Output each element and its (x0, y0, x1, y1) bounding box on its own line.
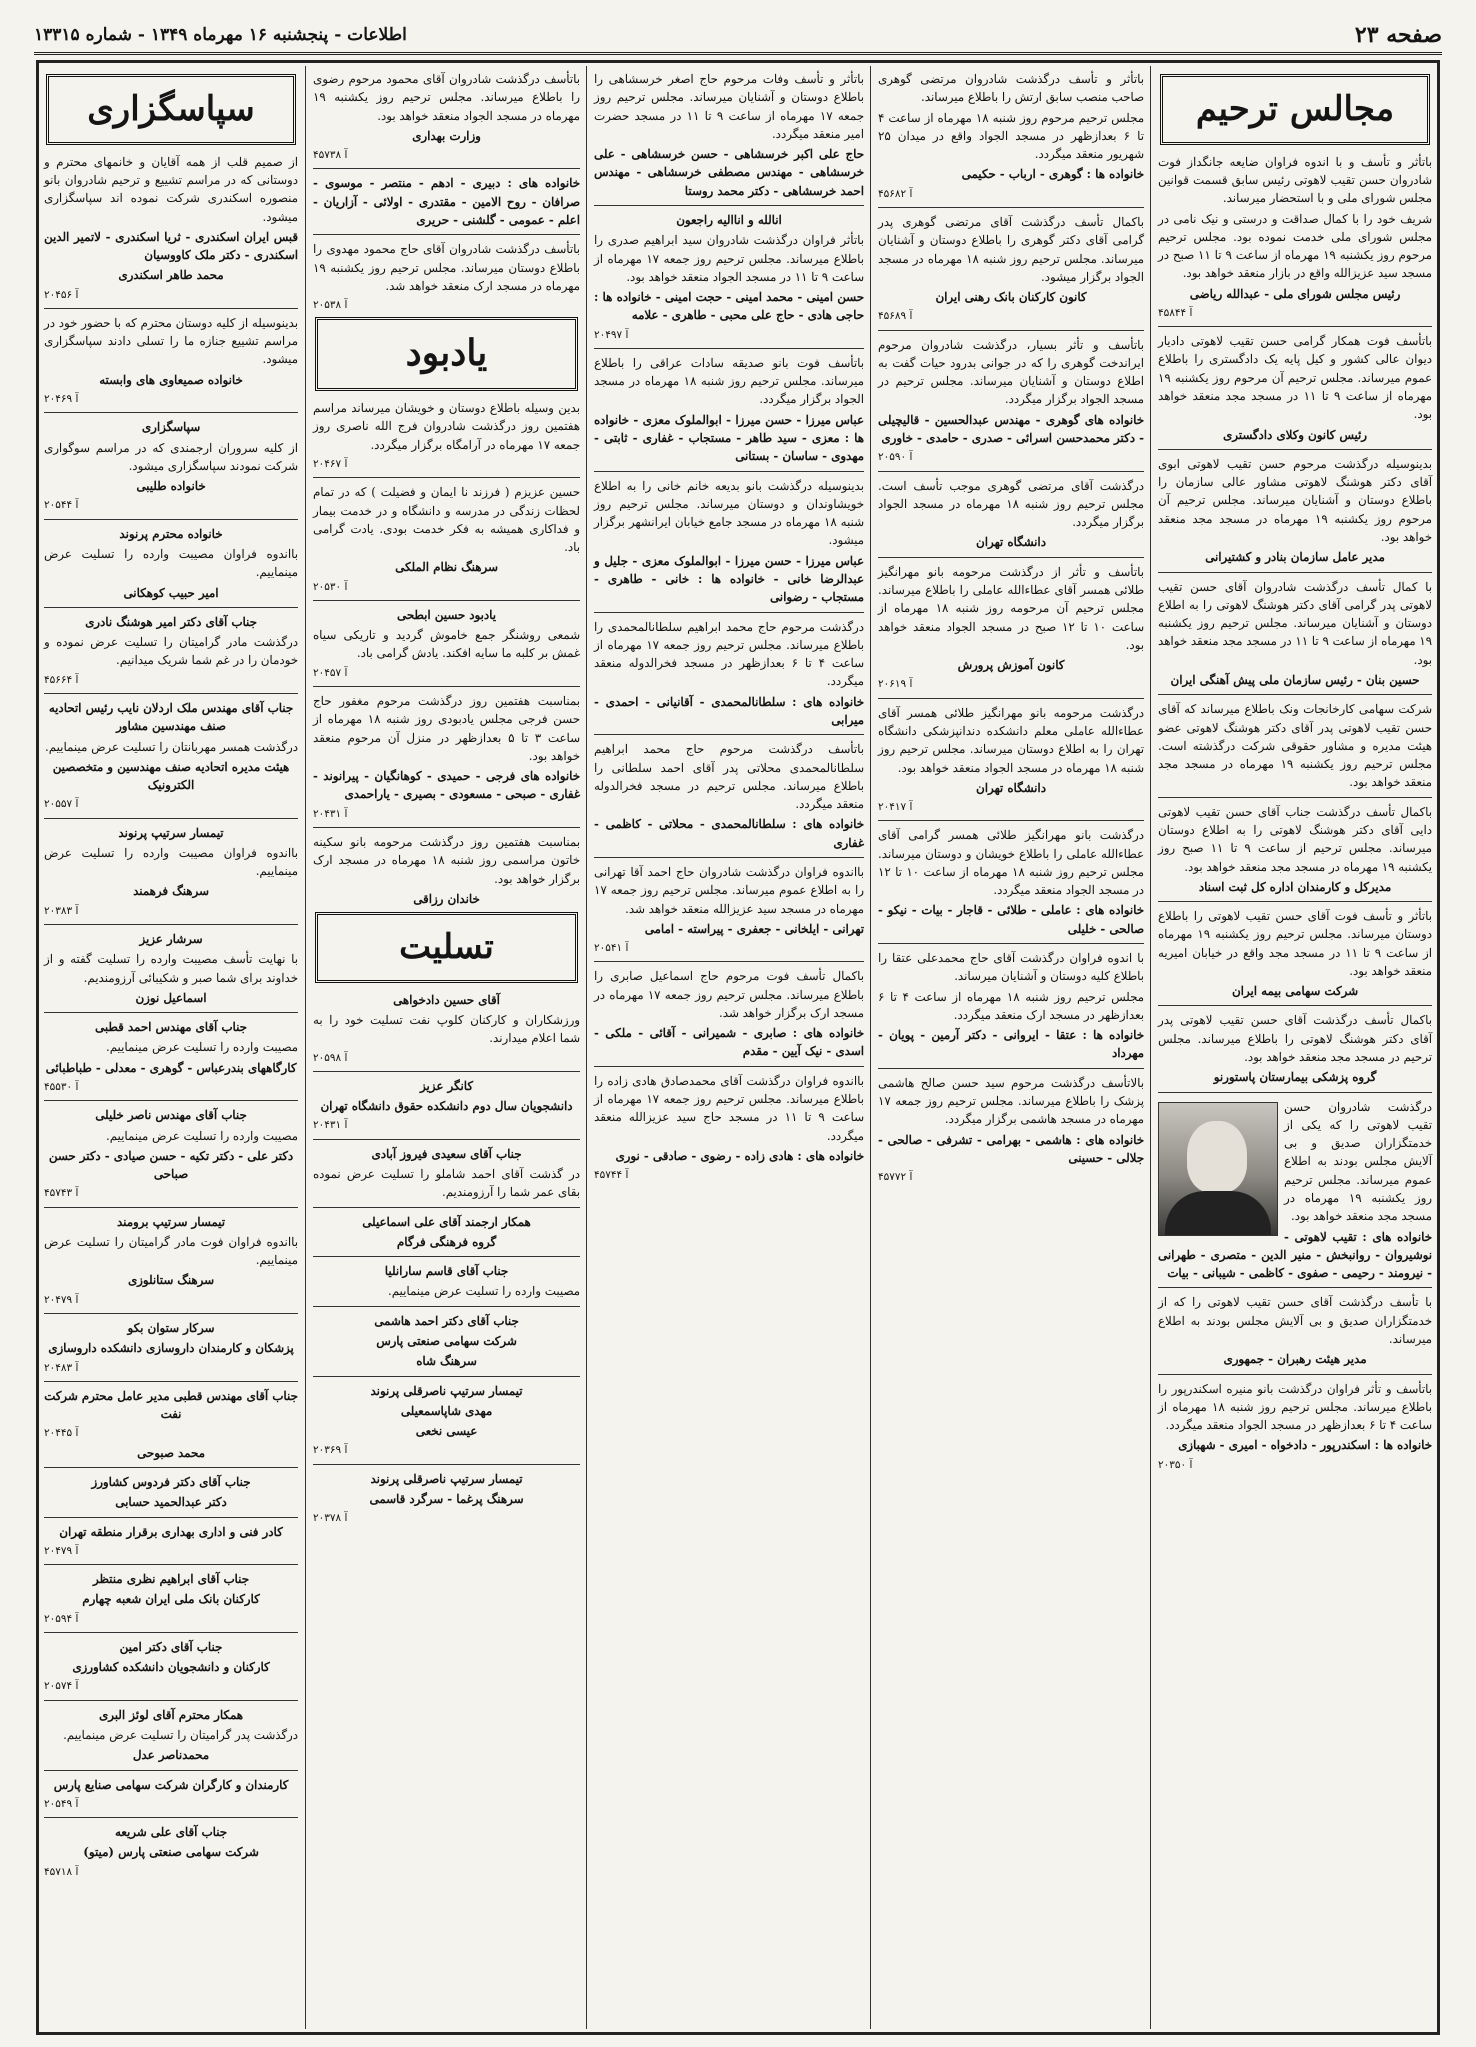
family-names: خانواده های فرجی - حمیدی - کوهانگیان - پیرانوند - غفاری - صبحی - مسعودی - بصیری - یاراحمدی (313, 769, 580, 802)
family-names: خانواده های : دبیری - ادهم - منتصر - موسوی - صرافان - روح الامین - مقتدری - اولائی - آزاریان - اعلم - عمومی - گلشنی - حریری (313, 176, 580, 227)
notice-heading: جناب آقای قاسم سارانلیا (384, 1264, 509, 1279)
notice-signature: کانون آموزش پرورش (957, 658, 1065, 673)
notice-text: بدینوسیله از کلیه دوستان محترم که با حضور خود در مراسم تشییع جنازه ما را تسلی دادند سپاسگزاری میشود. (44, 315, 298, 367)
family-names: تهرانی - ایلخانی - جعفری - پیراسته - امامی (644, 921, 864, 936)
notice-text: بمناسبت هفتمین روز درگذشت مرحوم مغفور حاج حسن فرجی مجلس یادبودی روز شنبه ۱۸ مهرماه از ساعت ۳ تا ۵ بعدازظهر در منزل آن مرحوم منعقد خواهد بود. (313, 694, 580, 763)
notice-signature: مهدی شاپاسمعیلی (400, 1403, 493, 1418)
notice-signature: رئیس مجلس شورای ملی - عبدالله ریاضی (1189, 286, 1401, 301)
ad-code: ۲۰۳۵۰ آ (1158, 1458, 1193, 1471)
ad-code: ۴۵۷۴۳ آ (44, 1187, 79, 1200)
section-title-majales: مجالس ترحیم (1160, 74, 1430, 145)
page-number: صفحه ۲۳ (1354, 22, 1442, 48)
notice-signature: محمد صبوحی (137, 1445, 205, 1460)
notice-signature: دکتر علی - دکتر تکیه - حسن صیادی - دکتر حسن صباحی (48, 1148, 294, 1182)
notice-heading: آقای حسین دادخواهی (393, 992, 500, 1007)
notice-text: باتأسف درگذشت شادروان آقای محمود مرحوم رضوی را باطلاع میرساند. مجلس ترحیم روز یکشنبه ۱۹ مهرماه در مسجد الجواد منعقد خواهد بود. (313, 72, 580, 123)
notice-signature: دکتر عبدالحمید حسابی (115, 1495, 227, 1510)
notice-heading: سرشار عزیز (139, 932, 203, 946)
notice-text: از کلیه سروران ارجمندی که در مراسم سوگواری شرکت نمودند سپاسگزاری میشود. (44, 440, 298, 473)
notice-text: بااندوه فراوان درگذشت آقای محمدصادق هادی زاده را باطلاع میرساند. مجلس ترحیم روز جمعه ۱۷ مهرماه از ساعت ۹ تا ۱۱ در مسجد حاج سید عزیزالله منعقد میگردد. (594, 1073, 864, 1143)
notice-signature: گروه فرهنگی فرگام (396, 1234, 497, 1249)
notice-text: بمناسبت هفتمین روز درگذشت مرحومه بانو سکینه خاتون مراسمی روز شنبه ۱۸ مهرماه در مسجد ارک برگزار خواهد بود. (313, 834, 580, 886)
notice-signature: شرکت سهامی صنعتی پارس (میتو) (83, 1845, 259, 1860)
notice-text: بدینوسیله درگذشت مرحوم حسن تقیب لاهوتی ابوی آقای دکتر هوشنگ لاهوتی مشاور عالی سازمان را باطلاع دوستان و آشنایان میرساند. مجلس ترحیم آن مرحوم روز یکشنبه ۱۹ مهرماه در مسجد مجد منعقد خواهد بود. (1158, 456, 1432, 545)
notice-text: باتأسف فوت بانو صدیقه سادات عراقی را باطلاع میرساند. مجلس ترحیم روز شنبه ۱۸ مهرماه در مسجد الجواد برگزار میگردد. (594, 355, 864, 407)
notice-text: باتأثر و تأسف وفات مرحوم حاج اصغر خرسشاهی را باطلاع دوستان و آشنایان میرساند. مجلس ترحیم روز جمعه ۱۷ مهرماه از ساعت ۹ تا ۱۱ در مسجد حضرت امیر منعقد میگردد. (594, 72, 864, 141)
column-divider (305, 66, 306, 2029)
ad-code: ۲۰۴۹۷ آ (594, 328, 629, 341)
notice-signature: مدیر هیئت رهبران - جمهوری (1223, 1352, 1367, 1367)
section-title-taslit: تسلیت (315, 912, 578, 983)
ad-code: ۲۰۵۳۰ آ (313, 580, 348, 593)
notice-text: درگذشت مرحوم حاج محمد ابراهیم سلطانالمحمدی را باطلاع میرساند. مجلس ترحیم روز جمعه ۱۷ مهرماه از ساعت ۴ تا ۶ بعدازظهر در مسجد فخرالدوله منعقد میگردد. (594, 619, 864, 689)
notice-heading: سپاسگزاری (141, 420, 201, 435)
family-names: خانواده های : سلطانالمحمدی - آقانیانی - احمدی - میرابی (594, 694, 864, 727)
family-names: خانواده های : عاملی - طلائی - قاجار - بیات - نیکو - صالحی - خلیلی (878, 903, 1144, 936)
notice-text: بااندوه فراوان درگذشت شادروان حاج احمد آقا تهرانی را به اطلاع عموم میرساند. مجلس ترحیم روز جمعه ۱۷ مهرماه در مسجد سید عزیزالله منعقد خواهد شد. (594, 864, 864, 916)
notice-text: باتأسف و تأثر بسیار، درگذشت شادروان مرحوم ایراندخت گوهری را که در جوانی بدرود حیات گفت به اطلاع دوستان و آشنایان میرساند. مجلس ترحیم در مسجد الجواد برگزار میگردد. (878, 337, 1144, 407)
notice-text: شمعی روشنگر جمع خاموش گردید و تاریکی سیاه غمش بر کلبه ما سایه افکند. یادش گرامی باد. (313, 628, 580, 661)
notice-text: در گذشت آقای احمد شاملو را تسلیت عرض نموده بقای عمر شما را آرزومندیم. (313, 1167, 580, 1200)
notice-text: درگذشت همسر مهربانتان را تسلیت عرض مینماییم. (45, 739, 298, 754)
ad-code: ۲۰۴۵۷ آ (313, 666, 348, 679)
notice-signature: مدیرکل و کارمندان اداره کل ثبت اسناد (1198, 879, 1392, 894)
notice-text: باکمال تأسف فوت مرحوم حاج اسماعیل صابری را باطلاع میرساند. مجلس ترحیم روز جمعه ۱۷ مهرماه در مسجد ارک برگزار خواهد شد. (594, 969, 865, 1020)
notice-heading: سرکار ستوان بکو (127, 1321, 215, 1336)
notice-signature: کارکنان بانک ملی ایران شعبه چهارم (82, 1592, 260, 1607)
notice-heading: جناب آقای علی شریعه (114, 1825, 228, 1840)
notice-text: مصیبت وارده را تسلیت عرض مینماییم. (387, 1284, 580, 1299)
notice-signature: کانون کارکنان بانک رهنی ایران (935, 290, 1087, 305)
notice-text: مصیبت وارده را تسلیت عرض مینماییم. (105, 1128, 298, 1143)
notice-heading: جناب آقای سعیدی فیروز آبادی (371, 1146, 522, 1161)
ad-code: ۴۵۶۶۴ آ (44, 673, 79, 686)
notice-heading: جناب آقای مهندس احمد قطبی (95, 1020, 247, 1035)
section-title-yadbud: یادبود (315, 317, 578, 391)
ad-code: ۲۰۴۳۱ آ (313, 1119, 348, 1132)
ad-code: ۴۵۷۴۴ آ (594, 1169, 629, 1182)
notice-signature: حسین بنان - رئیس سازمان ملی پیش آهنگی ایران (1170, 672, 1420, 687)
notice-signature: خاندان رزاقی (413, 891, 480, 906)
notice-signature: پزشکان و کارمندان داروسازی دانشکده داروسازی (48, 1341, 294, 1356)
family-names: عباس میرزا - حسن میرزا - ابوالملوک معزی - خانواده ها : معزی - سید طاهر - مستجاب - غفاری - ثابتی - مهدوی - ساسان - بستانی (594, 412, 864, 464)
notice-heading: جناب آقای دکتر فردوس کشاورز (91, 1474, 251, 1489)
ad-code: ۲۰۵۵۷ آ (44, 798, 79, 811)
notice-text: مصیبت وارده را تسلیت عرض مینماییم. (105, 1040, 298, 1055)
notice-text: با کمال تأسف درگذشت شادروان آقای حسن تقیب لاهوتی پدر گرامی آقای دکتر هوشنگ لاهوتی را به اطلاع دوستان و آشنایان میرساند. مجلس ترحیم روز یکشنبه ۱۹ مهرماه از ساعت ۹ تا ۱۱ در مسجد مجد منعقد خواهد بود. (1158, 579, 1432, 667)
ad-code: ۲۰۵۹۴ آ (44, 1612, 79, 1625)
notice-heading: کادر فنی و اداری بهداری برقرار منطقه تهران (59, 1524, 283, 1539)
notice-text: حسین عزیزم ( فرزند نا ایمان و فضیلت ) که در تمام لحظات زندگی در مدرسه و دانشگاه و در خدمت بیمار و فداکاری همیشه به فکر خدمت بودی. یادت گرامی باد. (313, 485, 580, 555)
notice-heading: تیمسار سرتیپ پرنوند (118, 825, 224, 840)
notice-signature: کارکنان و دانشجویان دانشکده کشاورزی (72, 1660, 270, 1675)
notice-heading: همکار محترم آقای لوئز البری (99, 1707, 243, 1722)
notice-text: باتأثر و تأسف فوت آقای حسن تقیب لاهوتی را باطلاع دوستان میرساند. مجلس ترحیم روز یکشنبه ۱۹ مهرماه از ساعت ۹ تا ۱۱ در مسجد مجد واقع در خیابان امیریه منعقد خواهد بود. (1158, 909, 1432, 978)
notice-signature: خانواده صمیعاوی های وابسته (99, 372, 243, 387)
notice-signature: سرهنگ شاه (416, 1354, 477, 1369)
portrait-photo (1158, 1102, 1278, 1236)
notice-text: بااندوه فراوان مصیبت وارده را تسلیت عرض مینماییم. (44, 845, 298, 879)
notice-text: شریف خود را با کمال صداقت و درستی و نیک نامی در مجلس شورای ملی خدمت نموده بود. مجلس ترحیم مرحوم روز یکشنبه ۱۹ مهرماه از ساعت ۹ تا ۱۱ صبح در مسجد سید عزیزالله واقع در بازار منعقد خواهد بود. (1158, 211, 1432, 281)
ad-code: ۲۰۴۴۵ آ (44, 1427, 79, 1440)
notice-text: با نهایت تأسف مصیبت وارده را تسلیت گفته و از خداوند برای شما صبر و شکیبائی آرزومندیم. (44, 952, 298, 985)
column-2 (872, 66, 1150, 2029)
column-5 (38, 66, 304, 2029)
notice-text: مجلس ترحیم روز شنبه ۱۸ مهرماه از ساعت ۴ تا ۶ بعدازظهر در مسجد ارک منعقد میگردد. (878, 989, 1145, 1022)
ad-code: ۲۰۶۱۹ آ (878, 678, 913, 691)
ad-code: ۲۰۳۶۹ آ (313, 1444, 348, 1457)
family-names: قبس ایران اسکندری - ثریا اسکندری - لاتمیر الدین اسکندری - دکتر ملک کاووسیان (44, 229, 298, 263)
ad-code: ۲۰۵۷۴ آ (44, 1680, 79, 1693)
notice-text: باتأثر فراوان درگذشت شادروان سید ابراهیم صدری را باطلاع میرساند. مجلس ترحیم روز جمعه ۱۷ مهرماه از ساعت ۹ تا ۱۱ در مسجد الجواد منعقد خواهد بود. (594, 233, 864, 284)
notice-heading: جناب آقای دکتر امیر هوشنگ نادری (85, 614, 257, 629)
notice-signature: سرهنگ ستانلوزی (127, 1273, 215, 1288)
ad-code: ۲۰۴۸۳ آ (44, 1361, 79, 1374)
notice-text: درگذشت آقای مرتضی گوهری موجب تأسف است. مجلس ترحیم روز شنبه ۱۸ مهرماه در مسجد الجواد برگزار میگردد. (878, 478, 1144, 530)
notice-text: باکمال تأسف درگذشت آقای مرتضی گوهری پدر گرامی آقای دکتر گوهری را باطلاع دوستان و آشنایان میرساند. مجلس ترحیم روز شنبه ۱۸ مهرماه در مسجد الجواد برگزار میشود. (878, 214, 1144, 284)
notice-heading: کارمندان و کارگران شرکت سهامی صنایع پارس (53, 1777, 289, 1792)
notice-signature: دانشگاه تهران (976, 535, 1046, 550)
notice-signature: رئیس کانون وکلای دادگستری (1223, 427, 1367, 442)
notice-signature: وزارت بهداری (412, 128, 481, 143)
page-header (34, 18, 1442, 55)
notice-heading: همکار ارجمند آقای علی اسماعیلی (362, 1214, 531, 1229)
notice-signature: کارگاههای بندرعباس - گوهری - معدلی - طباطبائی (45, 1060, 297, 1075)
notice-signature: خانواده طلیبی (136, 479, 206, 494)
ad-code: ۴۵۶۸۲ آ (878, 187, 913, 200)
ad-code: ۲۰۴۷۹ آ (44, 1544, 79, 1557)
notice-heading: تیمسار سرتیپ برومند (116, 1214, 226, 1229)
notice-signature: گروه پزشکی بیمارستان پاستورنو (1213, 1070, 1377, 1085)
notice-heading: جناب آقای مهندس ملک اردلان نایب رئیس اتحادیه صنف مهندسین مشاور (48, 700, 294, 734)
ad-code: ۲۰۵۴۱ آ (594, 942, 629, 955)
family-names: خانواده ها : عتقا - ایروانی - دکتر آرمین - پویان - مهرداد (878, 1028, 1144, 1061)
notice-text: باتأثر و تأسف درگذشت شادروان مرتضی گوهری صاحب منصب سابق ارتش را باطلاع میرساند. (878, 72, 1144, 105)
notice-signature: هیئت مدیره اتحادیه صنف مهندسین و متخصصین الکترونیک (52, 759, 290, 793)
notice-text: بالاتأسف درگذشت مرحوم سید حسن صالح هاشمی پزشک را باطلاع میرساند. مجلس ترحیم روز جمعه ۱۷ مهرماه در مسجد هاشمی برگزار میگردد. (878, 1075, 1144, 1127)
notice-signature: اسماعیل نوزن (135, 990, 207, 1005)
family-names: خانواده های : هادی زاده - رضوی - صادقی - نوری (615, 1148, 864, 1163)
ad-code: ۲۰۵۴۴ آ (44, 499, 79, 512)
notice-text: باتأسف و تأثر فراوان درگذشت بانو منیره اسکندرپور را باطلاع میرساند. مجلس ترحیم روز شنبه ۱۸ مهرماه از ساعت ۴ تا ۶ بعدازظهر در مسجد الجواد منعقد میگردد. (1158, 1381, 1432, 1433)
family-names: حاج علی اکبر خرسشاهی - حسن خرسشاهی - علی خرسشاهی - مهندس مصطفی خرسشاهی - مهندس احمد خرسشاهی - دکتر محمد روستا (594, 147, 864, 198)
notice-heading: جناب آقای مهندس قطبی مدیر عامل محترم شرکت نفت (44, 1388, 298, 1422)
ad-code: ۲۰۴۶۷ آ (313, 457, 348, 470)
notice-text: درگذشت شادروان حسن تقیب لاهوتی را که یکی از خدمتگزاران صدیق و بی آلایش مجلس بودند به اطلاع عموم میرساند. مجلس ترحیم روز یکشنبه ۱۹ مهرماه در مسجد مجد منعقد خواهد بود. (1284, 1099, 1433, 1224)
notice-text: ورزشکاران و کارکنان کلوپ نفت تسلیت خود را به شما اعلام میدارند. (313, 1013, 580, 1046)
family-names: خانواده های : هاشمی - بهرامی - تشرفی - صالحی - جلالی - حسینی (878, 1132, 1144, 1165)
notice-text: درگذشت مادر گرامیتان را تسلیت عرض نموده و خودمان را در غم شما شریک میدانیم. (44, 635, 298, 668)
notice-heading: انالله و اناالیه راجعون (676, 212, 782, 227)
notice-heading: کانگر عزیز (420, 1078, 473, 1093)
family-names: عباس میرزا - حسن میرزا - ابوالملوک معزی - جلیل و عبدالرضا خانی - خانواده ها : خانی - طاهری - مستجاب - رضوانی (594, 553, 864, 605)
notice-signature: سرهنگ پرغما - سرگرد قاسمی (369, 1491, 524, 1506)
ad-code: ۲۰۳۷۸ آ (313, 1512, 348, 1525)
column-divider (586, 66, 587, 2029)
notice-text: بدینوسیله درگذشت بانو بدیعه خانم خانی را به اطلاع خویشاوندان و دوستان میرساند. مجلس ترحیم روز شنبه ۱۸ مهرماه در مسجد جامع خیابان ایرانشهر برگزار میشود. (594, 478, 864, 548)
notice-heading: یادبود حسین ابطحی (396, 607, 497, 622)
ad-code: ۴۵۷۱۸ آ (44, 1865, 79, 1878)
column-divider (1150, 66, 1151, 2029)
family-names: خانواده های : سلطانالمحمدی - محلاتی - کاظمی - غفاری (594, 817, 864, 850)
family-names: خانواده ها : گوهری - ارباب - حکیمی (961, 167, 1144, 182)
notice-text: درگذشت بانو مهرانگیز طلائی همسر گرامی آقای عطاءالله عاملی را باطلاع خویشان و دوستان میرساند. مجلس ترحیم روز شنبه ۱۸ مهرماه از ساعت ۱۰ تا ۱۲ در مسجد الجواد منعقد میگردد. (878, 828, 1144, 898)
notice-signature: امیر حبیب کوهکانی (123, 585, 219, 600)
issue-info: اطلاعات - پنجشنبه ۱۶ مهرماه ۱۳۴۹ - شماره ۱۳۳۱۵ (34, 25, 407, 45)
ad-code: ۴۵۷۳۸ آ (313, 149, 348, 162)
family-names: حسن امینی - محمد امینی - حجت امینی - خانواده ها : حاجی هادی - حاج علی محبی - طاهری - علامه (594, 290, 864, 323)
notice-text: باکمال تأسف درگذشت آقای حسن تقیب لاهوتی پدر آقای دکتر هوشنگ لاهوتی را باطلاع میرساند. مجلس ترحیم در مسجد مجد منعقد خواهد بود. (1158, 1013, 1432, 1065)
notice-text: باتأثر و تأسف و با اندوه فراوان ضایعه جانگداز فوت شادروان حسن تقیب لاهوتی رئیس سابق قسمت قوانین مجلس شورای ملی و با استحضار میرساند. (1158, 154, 1432, 206)
ad-code: ۲۰۴۶۹ آ (44, 393, 79, 406)
notice-text: از صمیم قلب از همه آقایان و خانمهای محترم و دوستانی که در مراسم تشییع و ترحیم شادروان بانو منصوره اسکندری شرکت نموده اند سپاسگزاری میشود. (44, 154, 298, 224)
notice-text: شرکت سهامی کارخانجات ونک باطلاع میرساند که آقای حسن تقیب لاهوتی پدر آقای دکتر هوشنگ لاهوتی عضو هیئت مدیره و مشاور حقوقی شرکت درگذشته است. مجلس ترحیم روز یکشنبه ۱۹ مهرماه در مسجد مجد منعقد خواهد بود. (1158, 702, 1432, 790)
family-names: خانواده های گوهری - مهندس عبدالحسین - قالیچیلی - دکتر محمدحسن اسرائی - صدری - حامدی - خاوری (878, 412, 1144, 446)
section-title-sepas: سپاسگزاری (46, 74, 296, 145)
notice-signature: عیسی نخعی (415, 1424, 478, 1439)
ad-code: ۲۰۵۹۰ آ (878, 451, 913, 464)
notice-text: باتأسف فوت همکار گرامی حسن تقیب لاهوتی دادیار دیوان عالی کشور و کیل پایه یک دادگستری را باطلاع عموم میرساند. مجلس ترحیم آن مرحوم روز یکشنبه ۱۹ مهرماه از ساعت ۹ تا ۱۱ در مسجد مجد منعقد خواهد بود. (1158, 334, 1432, 422)
family-names: خانواده ها : اسکندرپور - دادخواه - امیری - شهبازی (1178, 1438, 1432, 1453)
notice-signature: محمد طاهر اسکندری (118, 268, 224, 283)
ad-code: ۲۰۴۷۹ آ (44, 1293, 79, 1306)
notice-text: درگذشت پدر گرامیتان را تسلیت عرض مینماییم. (63, 1728, 298, 1742)
ad-code: ۲۰۴۳۱ آ (313, 807, 348, 820)
notice-text: مجلس ترحیم مرحوم روز شنبه ۱۸ مهرماه از ساعت ۴ تا ۶ بعدازظهر در مسجد الجواد واقع در میدان ۲۵ شهریور منعقد میگردد. (878, 110, 1145, 162)
notice-heading: جناب آقای مهندس ناصر خلیلی (95, 1108, 247, 1123)
family-names: خانواده های : صابری - شمیرانی - آقائی - ملکی - اسدی - نیک آیین - مقدم (594, 1026, 864, 1059)
column-1 (1152, 66, 1438, 2029)
notice-signature: شرکت سهامی بیمه ایران (1232, 984, 1358, 999)
notice-signature: سرهنگ فرهمند (133, 884, 209, 899)
notice-heading: خانواده محترم پرنوند (119, 526, 223, 541)
notice-text: با تأسف درگذشت آقای حسن تقیب لاهوتی را که از خدمتگزاران صدیق و بی آلایش مجلس بودند به اطلاع میرساند. (1158, 1295, 1432, 1346)
ad-code: ۲۰۵۹۸ آ (313, 1051, 348, 1064)
notice-text: بااندوه فراوان فوت مادر گرامیتان را تسلیت عرض مینماییم. (44, 1234, 298, 1268)
ad-code: ۲۰۳۸۳ آ (44, 904, 79, 917)
notice-text: بااندوه فراوان مصیبت وارده را تسلیت عرض مینماییم. (44, 546, 298, 580)
notice-heading: جناب آقای دکتر امین (119, 1639, 223, 1654)
notice-heading: جناب آقای ابراهیم نظری منتظر (92, 1572, 250, 1587)
ad-code: ۲۰۴۱۷ آ (878, 801, 913, 814)
ad-code: ۴۵۵۳۰ آ (44, 1080, 79, 1093)
notice-text: بدین وسیله باطلاع دوستان و خویشان میرساند مراسم هفتمین روز درگذشت شادروان فرج الله ناصری روز جمعه ۱۷ مهرماه در آرامگاه برگزار میگردد. (313, 401, 580, 452)
ad-code: ۴۵۸۴۴ آ (1158, 306, 1193, 319)
notice-text: باتأسف درگذشت شادروان آقای حاج محمود مهدوی را باطلاع دوستان میرساند. مجلس ترحیم روز یکشنبه ۱۹ مهرماه در مسجد ارک منعقد خواهد شد. (313, 242, 580, 293)
notice-text: باکمال تأسف درگذشت جناب آقای حسن تقیب لاهوتی دایی آقای دکتر هوشنگ لاهوتی را به اطلاع دوستان میرساند. مجلس ترحیم از ساعت ۹ تا ۱۱ صبح روز یکشنبه ۱۹ مهرماه در مسجد مجد منعقد خواهد بود. (1158, 804, 1432, 874)
notice-text: درگذشت مرحومه بانو مهرانگیز طلائی همسر آقای عطاءالله عاملی معلم دانشکده دندانپزشکی دانشگاه تهران را به اطلاع دوستان میرساند. مجلس ترحیم روز شنبه ۱۸ مهرماه در مسجد الجواد منعقد خواهد بود. (878, 705, 1144, 775)
notice-signature: دانشگاه تهران (976, 780, 1046, 795)
ad-code: ۴۵۶۸۹ آ (878, 310, 913, 323)
notice-heading: تیمسار سرتیپ ناصرقلی پرنوند (370, 1383, 523, 1398)
notice-signature: مدیر عامل سازمان بنادر و کشتیرانی (1205, 550, 1385, 565)
ad-code: ۲۰۵۳۸ آ (313, 299, 348, 312)
family-names: خانواده های : تقیب لاهوتی - نوشیروان - روانبخش - منیر الدین - متصری - طهرانی - نیرومند - رحیمی - صفوی - کاظمی - شیبانی - بیات (1158, 1229, 1432, 1281)
notice-text: باتأسف و تأثر از درگذشت مرحومه بانو مهرانگیز طلائی همسر آقای عطاءالله عاملی را باطلاع میرساند. مجلس ترحیم آن مرحومه روز شنبه ۱۸ مهرماه از ساعت ۱۰ تا ۱۲ صبح در مسجد الجواد منعقد خواهد بود. (878, 564, 1144, 652)
column-3 (588, 66, 870, 2029)
notice-text: با اندوه فراوان درگذشت آقای حاج محمدعلی عتقا را باطلاع کلیه دوستان و آشنایان میرساند. (878, 951, 1144, 984)
ad-code: ۲۰۴۵۶ آ (44, 288, 79, 301)
notice-signature: دانشجویان سال دوم دانشکده حقوق دانشگاه تهران (320, 1099, 573, 1114)
column-4 (307, 66, 586, 2029)
ad-code: ۴۵۷۷۲ آ (878, 1171, 913, 1184)
notice-heading: جناب آقای دکتر احمد هاشمی (374, 1313, 519, 1328)
column-divider (870, 66, 871, 2029)
notice-heading: تیمسار سرتیپ ناصرقلی پرنوند (370, 1471, 523, 1486)
notice-signature: شرکت سهامی صنعتی پارس (376, 1333, 517, 1348)
notice-text: باتأسف درگذشت مرحوم حاج محمد ابراهیم سلطانالمحمدی محلاتی پدر آقای احمد سلطانی را باطلاع میرساند. مجلس ترحیم در مسجد فخرالدوله منعقد میگردد. (594, 742, 864, 812)
ad-code: ۲۰۵۴۹ آ (44, 1797, 79, 1810)
notice-signature: سرهنگ نظام الملکی (395, 560, 498, 575)
notice-signature: محمدناصر عدل (132, 1748, 210, 1763)
